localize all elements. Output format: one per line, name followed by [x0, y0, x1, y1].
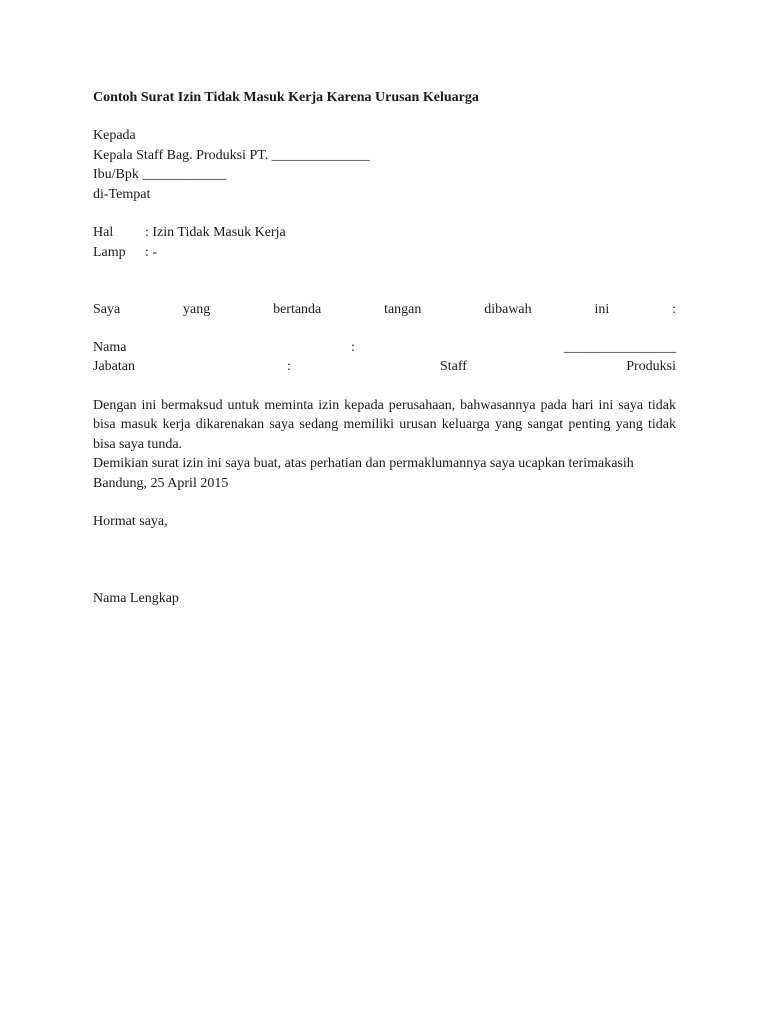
subject-label: Hal: [93, 225, 114, 240]
position-label: Jabatan: [93, 359, 135, 374]
intro-word: yang: [183, 302, 211, 317]
position-value-1: Staff: [440, 359, 467, 374]
intro-word: ini: [594, 302, 610, 317]
intro-word: bertanda: [273, 302, 322, 317]
name-blank: ________________: [564, 339, 676, 355]
intro-word: Saya: [93, 302, 121, 317]
body-paragraph-2: Demikian surat izin ini saya buat, atas perhatian dan permaklumannya saya ucapkan terimakasih: [93, 456, 634, 471]
name-field-row: [93, 338, 676, 358]
recipient-line-2: Kepala Staff Bag. Produksi PT. ______________: [93, 147, 370, 163]
signer-name: Nama Lengkap: [93, 590, 179, 606]
place-date: Bandung, 25 April 2015: [93, 475, 229, 491]
intro-line: [93, 300, 676, 320]
name-colon: :: [351, 339, 355, 355]
recipient-line-1: Kepada: [93, 128, 136, 143]
attachment-value: : -: [145, 244, 158, 260]
position-value-2: Produksi: [626, 359, 676, 374]
attachment-row: [93, 243, 676, 263]
intro-word: :: [672, 302, 676, 317]
recipient-line-3: Ibu/Bpk ____________: [93, 167, 227, 182]
letter-title: Contoh Surat Izin Tidak Masuk Kerja Karena Urusan Keluarga: [93, 90, 479, 105]
intro-word: tangan: [384, 302, 422, 317]
subject-row: [93, 223, 676, 243]
subject-value: : Izin Tidak Masuk Kerja: [145, 225, 286, 240]
closing-salutation: Hormat saya,: [93, 514, 168, 529]
attachment-label: Lamp: [93, 244, 126, 260]
position-field-row: [93, 357, 676, 377]
recipient-line-4: di-Tempat: [93, 186, 151, 202]
body-paragraph-1: Dengan ini bermaksud untuk meminta izin kepada perusahaan, bahwasannya pada hari ini saya tidak bisa masuk kerja dikarenakan saya sedang memiliki urusan keluarga yang sangat penting yang tidak bisa saya tunda.: [93, 397, 676, 452]
letter: [93, 88, 676, 608]
position-colon: :: [287, 359, 291, 374]
name-label: Nama: [93, 339, 127, 355]
intro-word: dibawah: [484, 302, 532, 317]
